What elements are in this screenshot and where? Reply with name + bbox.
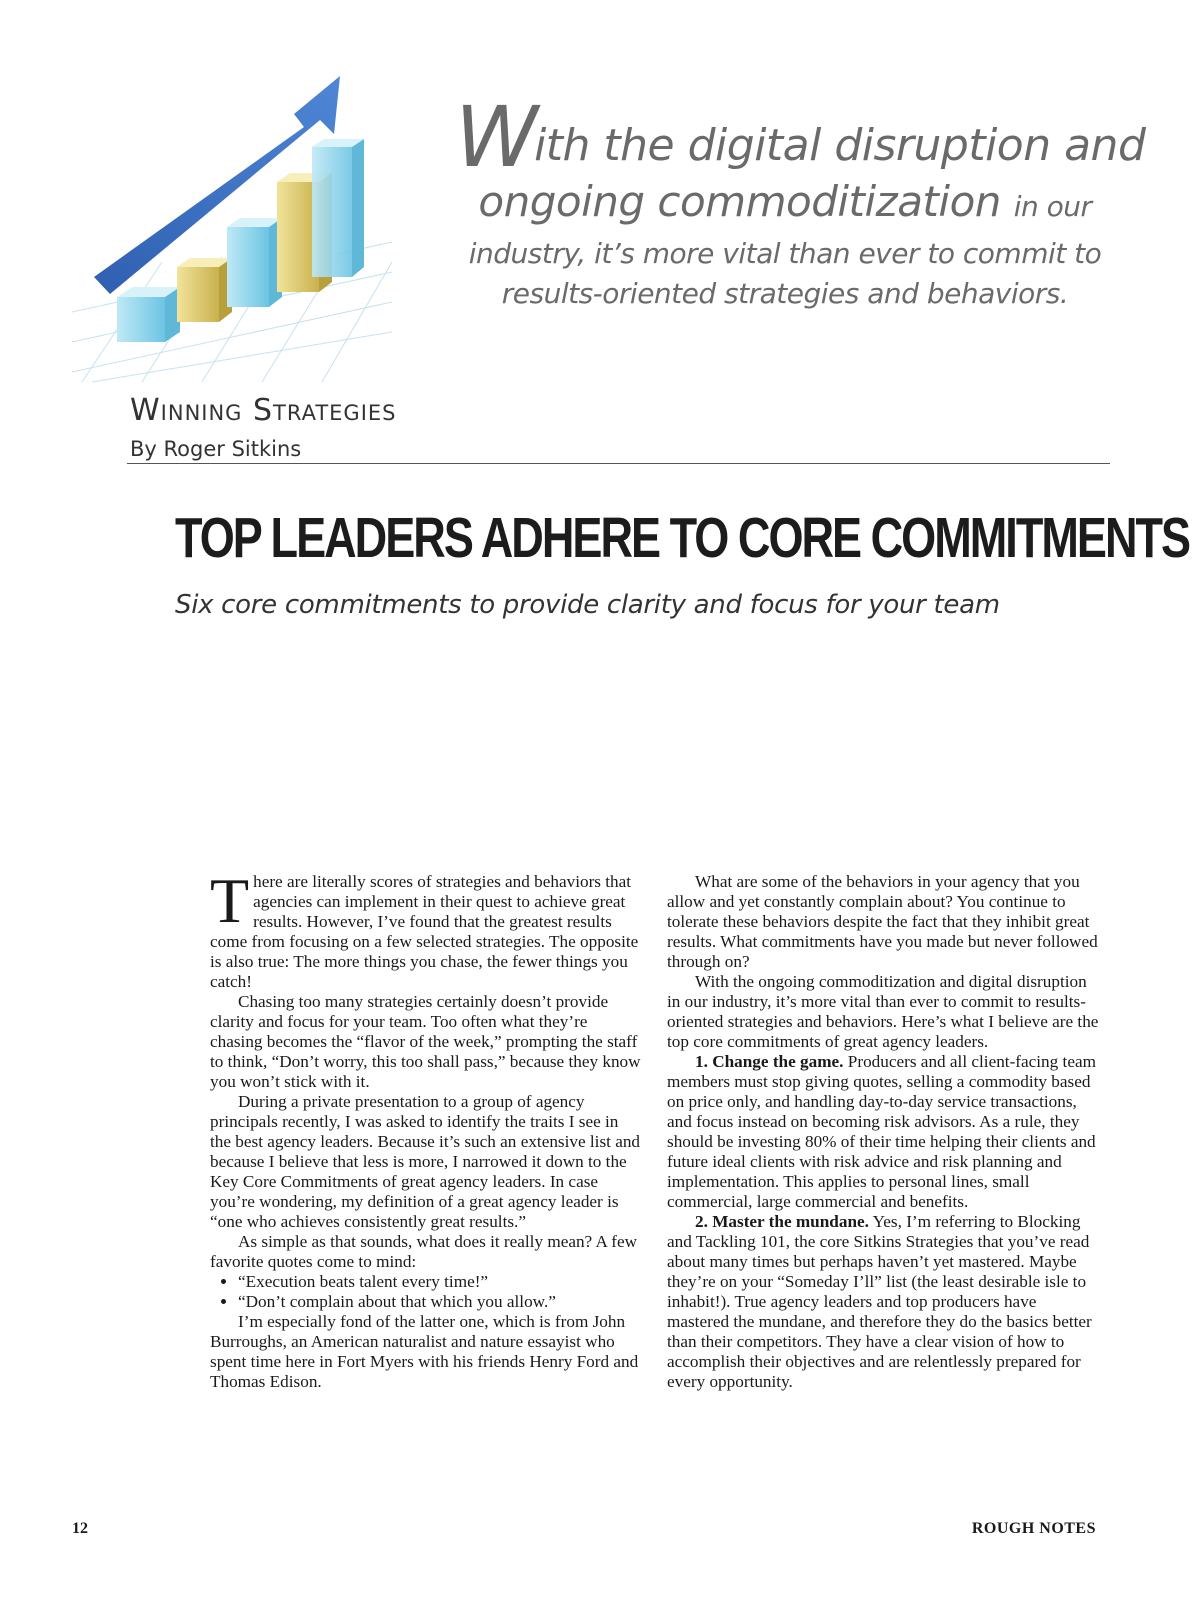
quote-list <box>210 1272 642 1312</box>
commitment-title: 1. Change the game. <box>695 1052 844 1071</box>
list-item: • “Don’t complain about that which you allow.” <box>238 1292 642 1312</box>
commitment-text: Producers and all client-facing team members must stop giving quotes, selling a commodity based on price only, and handling day-to-day service transactions, and focus instead on becoming risk advisors. As a rule, they should be investing 80% of their time helping their clients and future ideal clients with risk advice and risk planning and implementation. This applies to personal lines, small commercial, large commercial and benefits. <box>667 1052 1096 1211</box>
commitment-title: 2. Master the mundane. <box>695 1212 869 1231</box>
paragraph: With the ongoing commoditization and digital disruption in our industry, it’s more vital than ever to commit to results-oriented strategies and behaviors. Here’s what I believe are the top core commitments of great agency leaders. <box>667 972 1099 1051</box>
pull-quote-line2: ongoing commoditization <box>478 177 1001 226</box>
bar-3 <box>227 218 282 307</box>
paragraph: I’m especially fond of the latter one, which is from John Burroughs, an American naturalist and nature essayist who spent time here in Fort Myers with his friends Henry Ford and Thomas Edison. <box>210 1312 639 1391</box>
byline: By Roger Sitkins <box>130 437 302 461</box>
paragraph: During a private presentation to a group of agency principals recently, I was asked to identify the traits I see in the best agency leaders. Because it’s such an extensive list and because I believe that less is more, I narrowed it down to the Key Core Commitments of great agency leaders. In case you’re wondering, my definition of a great agency leader is “one who achieves consistently great results.” <box>210 1092 641 1231</box>
publication-name: ROUGH NOTES <box>971 1520 1096 1537</box>
paragraph-text: here are literally scores of strategies and behaviors that agencies can implement in their quest to achieve great results. However, I’ve found that the greatest results come from focusing on a few selected strategies. The opposite is also true: The more things you chase, the fewer things you catch! <box>210 872 639 991</box>
body-column-left <box>210 865 642 1392</box>
pull-quote-line1: ith the digital disruption and <box>534 120 1146 171</box>
body-column-right <box>667 872 1099 1392</box>
paragraph: What are some of the behaviors in your agency that you allow and yet constantly complain about? You continue to tolerate these behaviors despite the fact that they inhibit great results. What commitments have you made but never followed through on? <box>667 872 1098 971</box>
bar-1 <box>117 287 180 342</box>
pull-quote-initial: W <box>455 88 535 186</box>
paragraph: As simple as that sounds, what does it really mean? A few favorite quotes come to mind: <box>210 1232 638 1271</box>
pull-quote-line3: industry, it’s more vital than ever to commit to results-oriented strategies and behaviors. <box>468 237 1102 310</box>
bar-2 <box>177 258 232 322</box>
article-subheadline: Six core commitments to provide clarity and focus for your team <box>175 590 1000 620</box>
page-number: 12 <box>72 1520 88 1537</box>
header-divider <box>127 463 1110 464</box>
list-item: • “Execution beats talent every time!” <box>238 1272 642 1292</box>
drop-cap: T <box>210 865 250 936</box>
article-headline: TOP LEADERS ADHERE TO CORE COMMITMENTS <box>175 506 1190 570</box>
commitment-item <box>667 1212 1099 1392</box>
column-title: Winning Strategies <box>130 393 397 428</box>
commitment-text: Yes, I’m referring to Blocking and Tackling 101, the core Sitkins Strategies that you’ve read about many times but perhaps haven’t yet mastered. Maybe they’re on your “Someday I’ll” list (the least desirable isle to inhabit!). True agency leaders and top producers have mastered the mundane, and therefore they do the basics better than their competitors. They have a clear vision of how to accomplish their objectives and are relentlessly prepared for every opportunity. <box>667 1212 1092 1391</box>
rising-bar-chart-illustration <box>72 72 402 392</box>
paragraph: Chasing too many strategies certainly doesn’t provide clarity and focus for your team. Too often what they’re chasing becomes the “flavor of the week,” prompting the staff to think, “Don’t worry, this too shall pass,” because they know you won’t stick with it. <box>210 992 641 1091</box>
paragraph <box>210 865 642 992</box>
pull-quote <box>455 88 1146 314</box>
bar-5 <box>312 139 364 277</box>
commitment-item <box>667 1052 1099 1212</box>
pull-quote-line2-small: in our <box>1013 190 1092 223</box>
